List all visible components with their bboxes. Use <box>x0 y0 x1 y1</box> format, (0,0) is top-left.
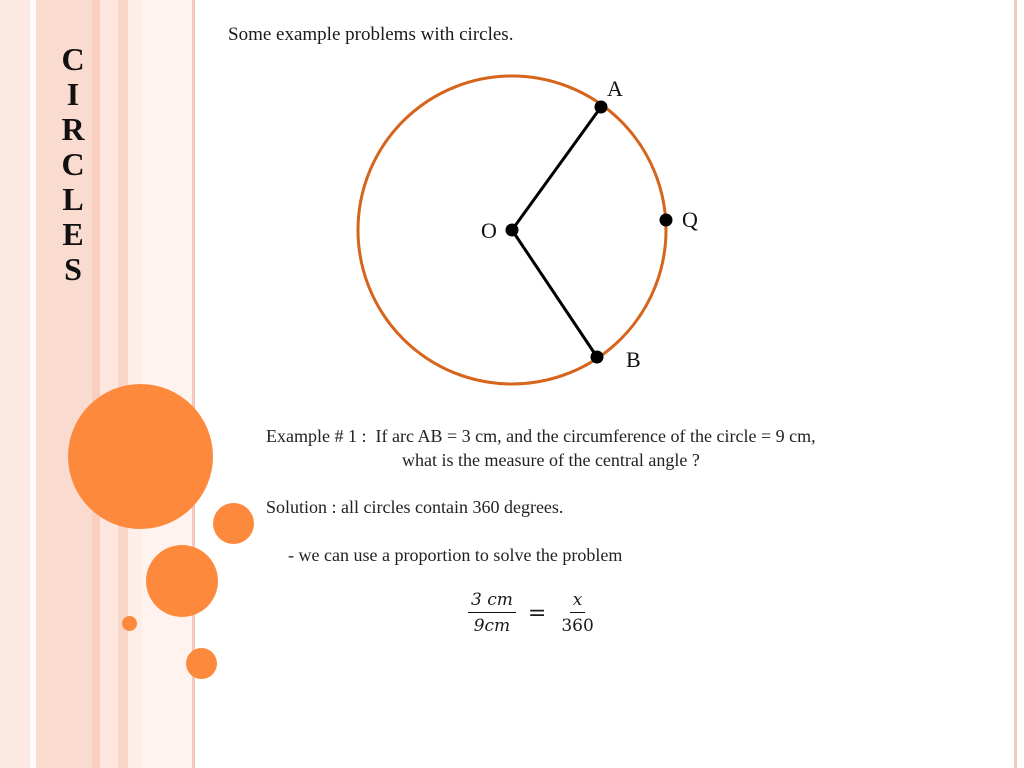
radius-oa <box>512 107 601 230</box>
radius-ob <box>512 230 597 357</box>
slide-heading: Some example problems with circles. <box>228 24 514 45</box>
example-line-2: what is the measure of the central angle ? <box>402 450 700 470</box>
side-title-letter: S <box>64 251 82 287</box>
label-a: A <box>607 76 623 101</box>
side-title-letter: E <box>62 216 84 252</box>
side-title-letter: C <box>61 41 85 77</box>
decor-bubble <box>68 384 213 529</box>
decor-bubble <box>213 503 254 544</box>
point-b <box>591 351 604 364</box>
decor-stripe <box>118 0 128 768</box>
side-title-letter: L <box>62 181 84 217</box>
label-q: Q <box>682 207 698 232</box>
decor-divider <box>1014 0 1017 768</box>
side-title <box>50 42 96 287</box>
example-line-1: Example # 1 : If arc AB = 3 cm, and the circumference of the circle = 9 cm, <box>266 426 816 446</box>
decor-stripe <box>100 0 118 768</box>
equals-sign: = <box>527 600 547 626</box>
left-numerator: 3 cm <box>468 590 516 613</box>
label-o: O <box>481 218 497 243</box>
decor-stripe <box>0 0 30 768</box>
point-o <box>506 224 519 237</box>
side-title-letter: R <box>61 111 85 147</box>
solution-line-1: Solution : all circles contain 360 degrees. <box>266 497 564 517</box>
label-b: B <box>626 347 641 372</box>
point-a <box>595 101 608 114</box>
right-numerator: x <box>570 590 586 613</box>
point-q <box>660 214 673 227</box>
left-fraction <box>468 590 516 636</box>
side-title-letter: C <box>61 146 85 182</box>
left-denominator: 9cm <box>473 616 511 636</box>
decor-bubble <box>186 648 217 679</box>
right-fraction <box>558 590 596 636</box>
side-title-letter: I <box>66 76 80 112</box>
decor-bubble <box>146 545 218 617</box>
circle-figure <box>340 60 720 400</box>
solution-line-2: - we can use a proportion to solve the problem <box>288 545 623 565</box>
proportion-equation <box>468 590 597 636</box>
right-denominator: 360 <box>561 616 594 636</box>
decor-bubble <box>122 616 137 631</box>
